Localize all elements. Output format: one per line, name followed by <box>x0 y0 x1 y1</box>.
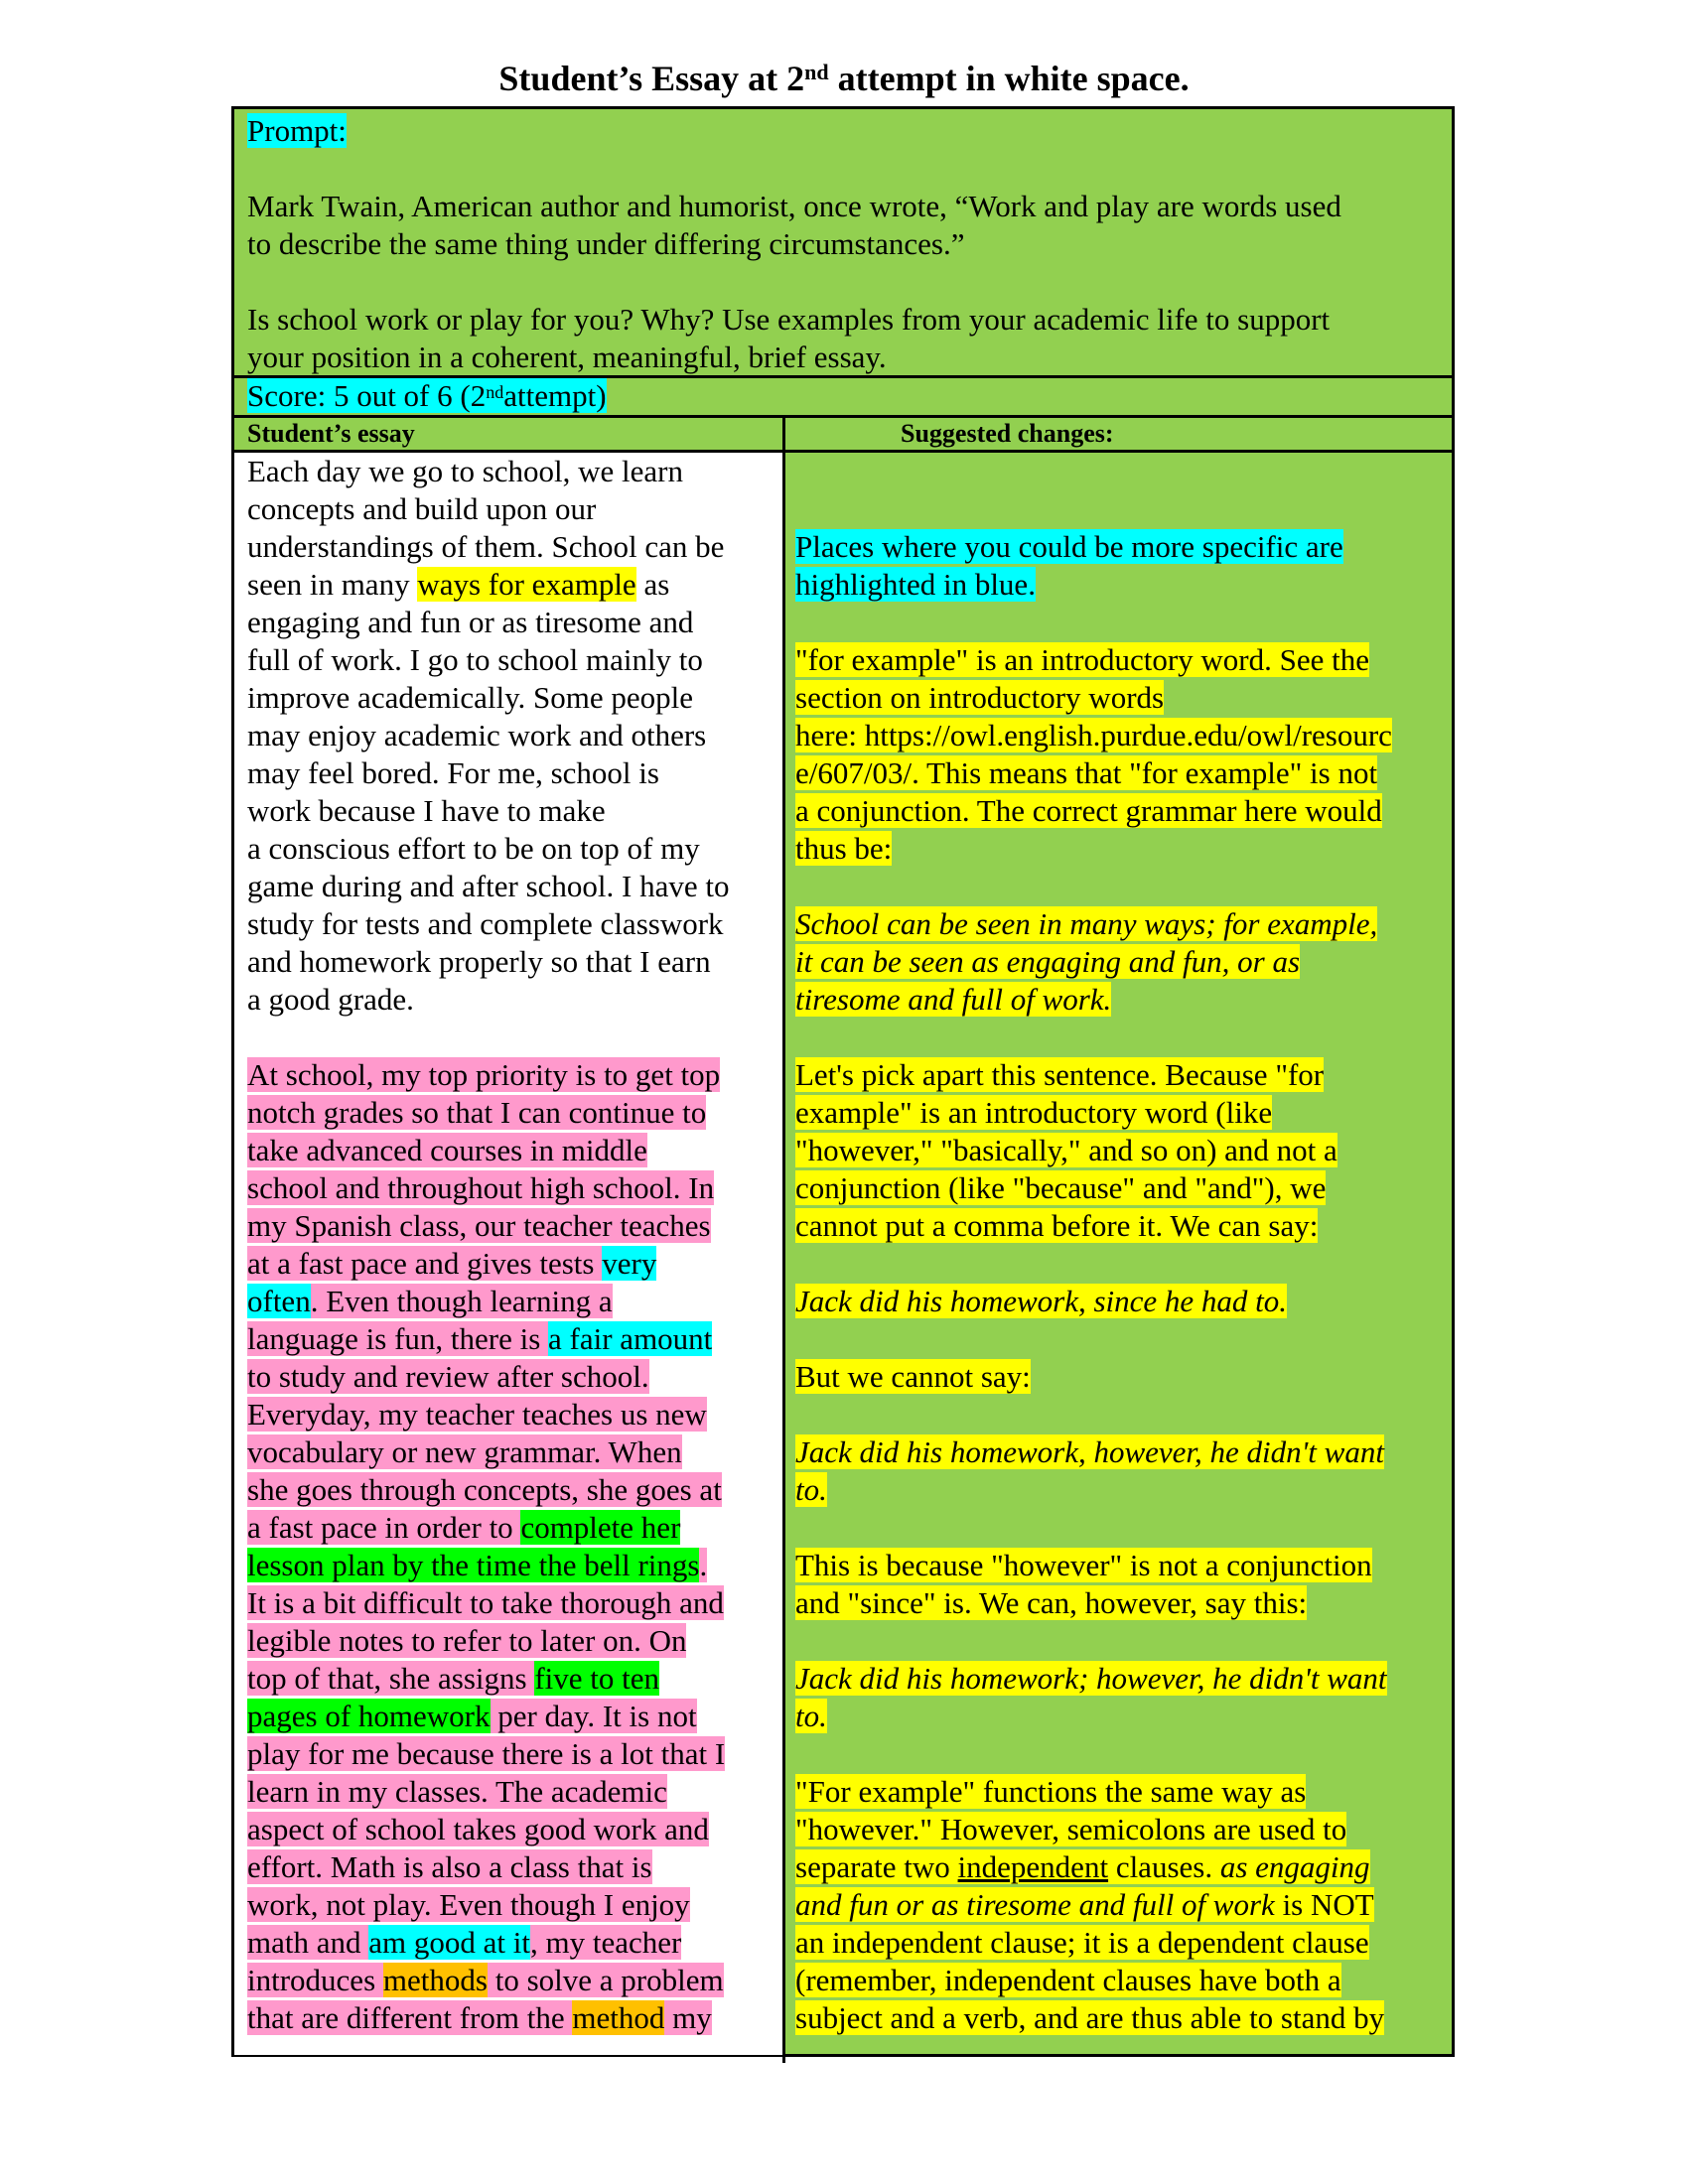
essay-line: and homework properly so that I earn <box>247 944 711 979</box>
essay-line <box>247 1056 770 1094</box>
essay-line <box>247 1245 770 1283</box>
column-header-student-essay: Student’s essay <box>247 419 415 448</box>
suggestion-text: clauses. <box>1108 1849 1220 1884</box>
score-badge <box>247 378 607 413</box>
example-text: Jack did his homework, since he had to. <box>795 1284 1288 1318</box>
essay-line <box>247 1584 770 1622</box>
highlight-specific: often <box>247 1284 311 1318</box>
quoted-phrase: as engaging <box>1219 1849 1370 1884</box>
suggestion-text: thus be: <box>795 831 893 866</box>
highlight-pink: school and throughout high school. In <box>247 1170 715 1205</box>
highlight-pink: vocabulary or new grammar. When <box>247 1434 682 1469</box>
student-essay-cell <box>234 453 782 2055</box>
suggestion-text: conjunction (like "because" and "and"), we <box>795 1170 1327 1205</box>
highlight-pink: . Even though learning a <box>310 1284 613 1318</box>
essay-line <box>247 566 770 604</box>
page-title <box>0 58 1688 99</box>
highlight-pink: to study and review after school. <box>247 1359 649 1394</box>
title-superscript: nd <box>804 60 829 84</box>
suggestion-text: This is because "however" is not a conjunction <box>795 1548 1372 1582</box>
score-superscript: nd <box>486 382 504 402</box>
highlight-pink: effort. Math is also a class that is <box>247 1849 652 1884</box>
essay-line: a conscious effort to be on top of my <box>247 831 700 866</box>
suggestion-cannot-say <box>795 1358 1442 1396</box>
example-semicolon <box>795 1660 1442 1735</box>
feedback-table <box>231 106 1455 2057</box>
highlight-pink: , my teacher <box>529 1925 682 1960</box>
text: seen in many <box>247 567 418 602</box>
essay-line <box>247 1962 770 1999</box>
highlight-pink: language is fun, there is <box>247 1321 549 1356</box>
prompt-question-line: Is school work or play for you? Why? Use examples from your academic life to support <box>247 302 1331 337</box>
suggestion-text: "for example" is an introductory word. See the <box>795 642 1369 677</box>
highlight-pink: introduces <box>247 1963 383 1997</box>
highlight-pink: work, not play. Even though I enjoy <box>247 1887 690 1922</box>
column-header-suggested-changes: Suggested changes: <box>901 419 1114 448</box>
suggestion-corrected-sentence <box>795 905 1442 1019</box>
highlight-pink: that are different from the <box>247 2000 573 2035</box>
essay-line <box>247 1886 770 1924</box>
highlight-pink: At school, my top priority is to get top <box>247 1057 721 1092</box>
essay-line <box>247 1207 770 1245</box>
essay-line <box>247 1320 770 1358</box>
suggestion-text: example" is an introductory word (like <box>795 1095 1273 1130</box>
prompt-quote-line: Mark Twain, American author and humorist, once wrote, “Work and play are words used <box>247 189 1341 223</box>
underlined-term: independent <box>957 1849 1109 1884</box>
essay-line <box>247 1283 770 1320</box>
highlight-specific: a fair amount <box>548 1321 713 1356</box>
suggestion-text: subject and a verb, and are thus able to stand by <box>795 2000 1385 2035</box>
prompt-question-line: your position in a coherent, meaningful, brief essay. <box>247 340 887 374</box>
highlight-pink: at a fast pace and gives tests <box>247 1246 603 1281</box>
essay-paragraph-1 <box>247 453 770 1019</box>
essay-line: engaging and fun or as tiresome and <box>247 605 694 639</box>
essay-line <box>247 1999 770 2037</box>
suggested-changes-cell <box>785 453 1452 2055</box>
example-text: to. <box>795 1472 827 1507</box>
suggestion-text: cannot put a comma before it. We can say: <box>795 1208 1319 1243</box>
essay-line: may feel bored. For me, school is <box>247 755 659 790</box>
suggestion-text: a conjunction. The correct grammar here would <box>795 793 1382 828</box>
suggestion-text: Places where you could be more specific are <box>795 529 1343 564</box>
suggestion-introductory-word <box>795 641 1442 868</box>
suggestion-text: e/607/03/. This means that "for example" is not <box>795 755 1378 790</box>
essay-line <box>247 1924 770 1962</box>
highlight-green: five to ten <box>534 1661 659 1696</box>
suggestion-text: "however," "basically," and so on) and not a <box>795 1133 1337 1167</box>
suggestion-independent-clause <box>795 1773 1442 2037</box>
essay-line: full of work. I go to school mainly to <box>247 642 703 677</box>
essay-line <box>247 1735 770 1773</box>
quoted-phrase: and fun or as tiresome and full of work <box>795 1887 1275 1922</box>
highlight-pink: to solve a problem <box>487 1963 724 1997</box>
column-header-row <box>234 415 1452 453</box>
essay-line: may enjoy academic work and others <box>247 718 707 752</box>
score-text-suffix: attempt) <box>503 378 607 413</box>
essay-line <box>247 1094 770 1132</box>
example-correct <box>795 1283 1442 1320</box>
essay-line: work because I have to make <box>247 793 606 828</box>
score-text: Score: 5 out of 6 (2 <box>247 378 487 413</box>
highlight-green: pages of homework <box>247 1699 491 1733</box>
essay-line: improve academically. Some people <box>247 680 694 715</box>
purdue-owl-link[interactable]: here: https://owl.english.purdue.edu/owl/resourc <box>795 718 1392 752</box>
highlight-pink: take advanced courses in middle <box>247 1133 647 1167</box>
example-incorrect <box>795 1433 1442 1509</box>
prompt-label: Prompt: <box>247 113 347 148</box>
essay-line <box>247 1509 770 1547</box>
text: as <box>635 567 670 602</box>
highlight-pink: per day. It is not <box>490 1699 697 1733</box>
highlight-pink: Everyday, my teacher teaches us new <box>247 1397 707 1432</box>
highlight-pink: play for me because there is a lot that I <box>247 1736 726 1771</box>
essay-line: study for tests and complete classwork <box>247 906 724 941</box>
suggestion-text: separate two <box>795 1849 958 1884</box>
suggestion-text: an independent clause; it is a dependent clause <box>795 1925 1369 1960</box>
highlight-pink: legible notes to refer to later on. On <box>247 1623 687 1658</box>
essay-line <box>247 1773 770 1811</box>
highlight-pink: learn in my classes. The academic <box>247 1774 667 1809</box>
essay-line <box>247 1358 770 1396</box>
highlight-specific: very <box>602 1246 657 1281</box>
example-text: Jack did his homework, however, he didn't want <box>795 1434 1384 1469</box>
essay-line: a good grade. <box>247 982 414 1017</box>
highlight-pink: math and <box>247 1925 369 1960</box>
highlight-green: lesson plan by the time the bell rings <box>247 1548 700 1582</box>
essay-line: Each day we go to school, we learn <box>247 454 684 488</box>
example-text: it can be seen as engaging and fun, or as <box>795 944 1301 979</box>
highlight-pink: she goes through concepts, she goes at <box>247 1472 722 1507</box>
essay-line <box>247 1547 770 1584</box>
suggestion-explanation <box>795 1056 1442 1245</box>
essay-paragraph-2 <box>247 1056 770 2037</box>
score-cell <box>234 375 1452 416</box>
highlight-grammar: ways for example <box>417 567 636 602</box>
essay-line <box>247 1811 770 1848</box>
example-text: to. <box>795 1699 827 1733</box>
suggestion-text: But we cannot say: <box>795 1359 1031 1394</box>
highlight-pink: my <box>664 2000 712 2035</box>
example-text: School can be seen in many ways; for example, <box>795 906 1378 941</box>
essay-line <box>247 1622 770 1660</box>
essay-line: understandings of them. School can be <box>247 529 725 564</box>
suggestion-text: and "since" is. We can, however, say this: <box>795 1585 1308 1620</box>
example-text: Jack did his homework; however, he didn't want <box>795 1661 1387 1696</box>
suggestion-specificity-note <box>795 528 1442 604</box>
essay-line <box>247 1660 770 1698</box>
suggestion-text: is NOT <box>1274 1887 1374 1922</box>
prompt-cell <box>234 109 1452 377</box>
essay-line: game during and after school. I have to <box>247 869 730 903</box>
essay-line <box>247 1169 770 1207</box>
suggestion-text: "For example" functions the same way as <box>795 1774 1307 1809</box>
essay-line <box>247 1471 770 1509</box>
highlight-orange: method <box>572 2000 665 2035</box>
highlight-orange: methods <box>382 1963 488 1997</box>
highlight-pink: . <box>699 1548 708 1582</box>
suggestion-text: (remember, independent clauses have both a <box>795 1963 1341 1997</box>
highlight-specific: am good at it <box>368 1925 530 1960</box>
highlight-green: complete her <box>520 1510 681 1545</box>
essay-line <box>247 1698 770 1735</box>
essay-line: concepts and build upon our <box>247 491 597 526</box>
essay-line <box>247 1396 770 1433</box>
prompt-quote-line: to describe the same thing under differing circumstances.” <box>247 226 965 261</box>
highlight-pink: my Spanish class, our teacher teaches <box>247 1208 711 1243</box>
suggestion-however-explanation <box>795 1547 1442 1622</box>
essay-line <box>247 1433 770 1471</box>
title-text-suffix: attempt in white space. <box>828 59 1190 98</box>
highlight-pink: a fast pace in order to <box>247 1510 521 1545</box>
suggestion-text: Let's pick apart this sentence. Because "for <box>795 1057 1325 1092</box>
essay-line <box>247 1848 770 1886</box>
highlight-pink: top of that, she assigns <box>247 1661 535 1696</box>
highlight-pink: It is a bit difficult to take thorough and <box>247 1585 724 1620</box>
suggestion-text: section on introductory words <box>795 680 1165 715</box>
highlight-pink: aspect of school takes good work and <box>247 1812 709 1846</box>
title-text: Student’s Essay at 2 <box>498 59 805 98</box>
suggestion-text: highlighted in blue. <box>795 567 1036 602</box>
essay-line <box>247 1132 770 1169</box>
suggestion-text: "however." However, semicolons are used to <box>795 1812 1347 1846</box>
highlight-pink: notch grades so that I can continue to <box>247 1095 707 1130</box>
example-text: tiresome and full of work. <box>795 982 1112 1017</box>
